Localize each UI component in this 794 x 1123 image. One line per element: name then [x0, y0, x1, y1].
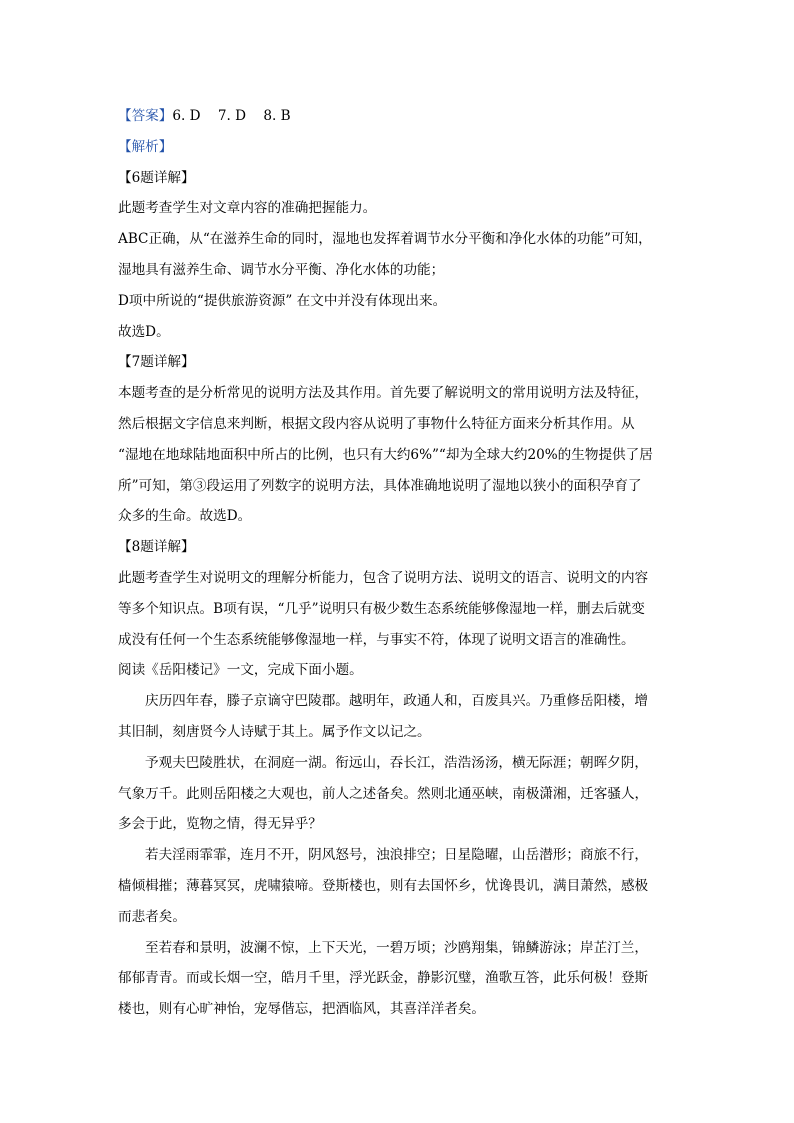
q6-line: 此题考查学生对文章内容的准确把握能力。	[118, 200, 377, 217]
q7-line: “湿地在地球陆地面积中所占的比例，也只有大约6%”“却为全球大约20%的生物提供了居	[118, 446, 653, 463]
passage-p3-line: 樯倾楫摧；薄暮冥冥，虎啸猿啼。登斯楼也，则有去国怀乡，忧谗畏讥，满目萧然，感极	[118, 877, 649, 894]
passage-p3-line: 若夫淫雨霏霏，连月不开，阴风怒号，浊浪排空；日星隐曜，山岳潜形；商旅不行，	[145, 847, 648, 864]
q8-line: 此题考查学生对说明文的理解分析能力，包含了说明方法、说明文的语言、说明文的内容	[118, 569, 649, 586]
q8-heading: 【8题详解】	[118, 539, 195, 556]
q8-line: 成没有任何一个生态系统能够像湿地一样，与事实不符，体现了说明文语言的准确性。	[118, 631, 635, 648]
passage-p4-line: 郁郁青青。而或长烟一空，皓月千里，浮光跃金，静影沉璧，渔歌互答，此乐何极！登斯	[118, 970, 649, 987]
q6-line: D项中所说的“提供旅游资源” 在文中并没有体现出来。	[118, 292, 447, 309]
q6-heading: 【6题详解】	[118, 169, 195, 186]
q7-heading: 【7题详解】	[118, 354, 195, 371]
passage-p1-line: 庆历四年春，滕子京谪守巴陵郡。越明年，政通人和，百废具兴。乃重修岳阳楼，增	[145, 693, 648, 710]
passage-p4-line: 楼也，则有心旷神怡，宠辱偕忘，把酒临风，其喜洋洋者矣。	[118, 1001, 486, 1018]
q6-line: ABC正确，从“在滋养生命的同时，湿地也发挥着调节水分平衡和净化水体的功能”可知，	[118, 231, 652, 248]
passage-p2-line: 气象万千。此则岳阳楼之大观也，前人之述备矣。然则北通巫峡，南极潇湘，迁客骚人，	[118, 785, 649, 802]
passage-p3-line: 而悲者矣。	[118, 908, 186, 925]
analysis-tag: 【解析】	[118, 138, 173, 155]
q7-line: 所”可知，第③段运用了列数字的说明方法，具体准确地说明了湿地以狭小的面积孕育了	[118, 477, 642, 494]
answer-tag: 【答案】	[118, 108, 173, 124]
q6-line: 湿地具有滋养生命、调节水分平衡、净化水体的功能；	[118, 261, 445, 278]
passage-p4-line: 至若春和景明，波澜不惊，上下天光，一碧万顷；沙鸥翔集，锦鳞游泳；岸芷汀兰，	[145, 939, 648, 956]
q7-line: 然后根据文字信息来判断，根据文段内容从说明了事物什么特征方面来分析其作用。从	[118, 415, 635, 432]
document-page	[118, 101, 678, 1025]
q7-line: 本题考查的是分析常见的说明方法及其作用。首先要了解说明文的常用说明方法及特征，	[118, 385, 649, 402]
passage-p2-line: 多会于此，览物之情，得无异乎？	[118, 816, 322, 833]
q6-line: 故选D。	[118, 323, 170, 340]
reading-prompt: 阅读《岳阳楼记》一文，完成下面小题。	[118, 662, 363, 679]
q7-line: 众多的生命。故选D。	[118, 508, 252, 525]
analysis-line	[118, 132, 678, 163]
passage-p2-line: 予观夫巴陵胜状，在洞庭一湖。衔远山，吞长江，浩浩汤汤，横无际涯；朝晖夕阴，	[145, 754, 648, 771]
answer-line	[118, 101, 678, 132]
answer-value: 6. D 7. D 8. B	[172, 108, 291, 124]
q8-line: 等多个知识点。B项有误，“几乎”说明只有极少数生态系统能够像湿地一样，删去后就变	[118, 600, 645, 617]
passage-p1-line: 其旧制，刻唐贤今人诗赋于其上。属予作文以记之。	[118, 723, 431, 740]
